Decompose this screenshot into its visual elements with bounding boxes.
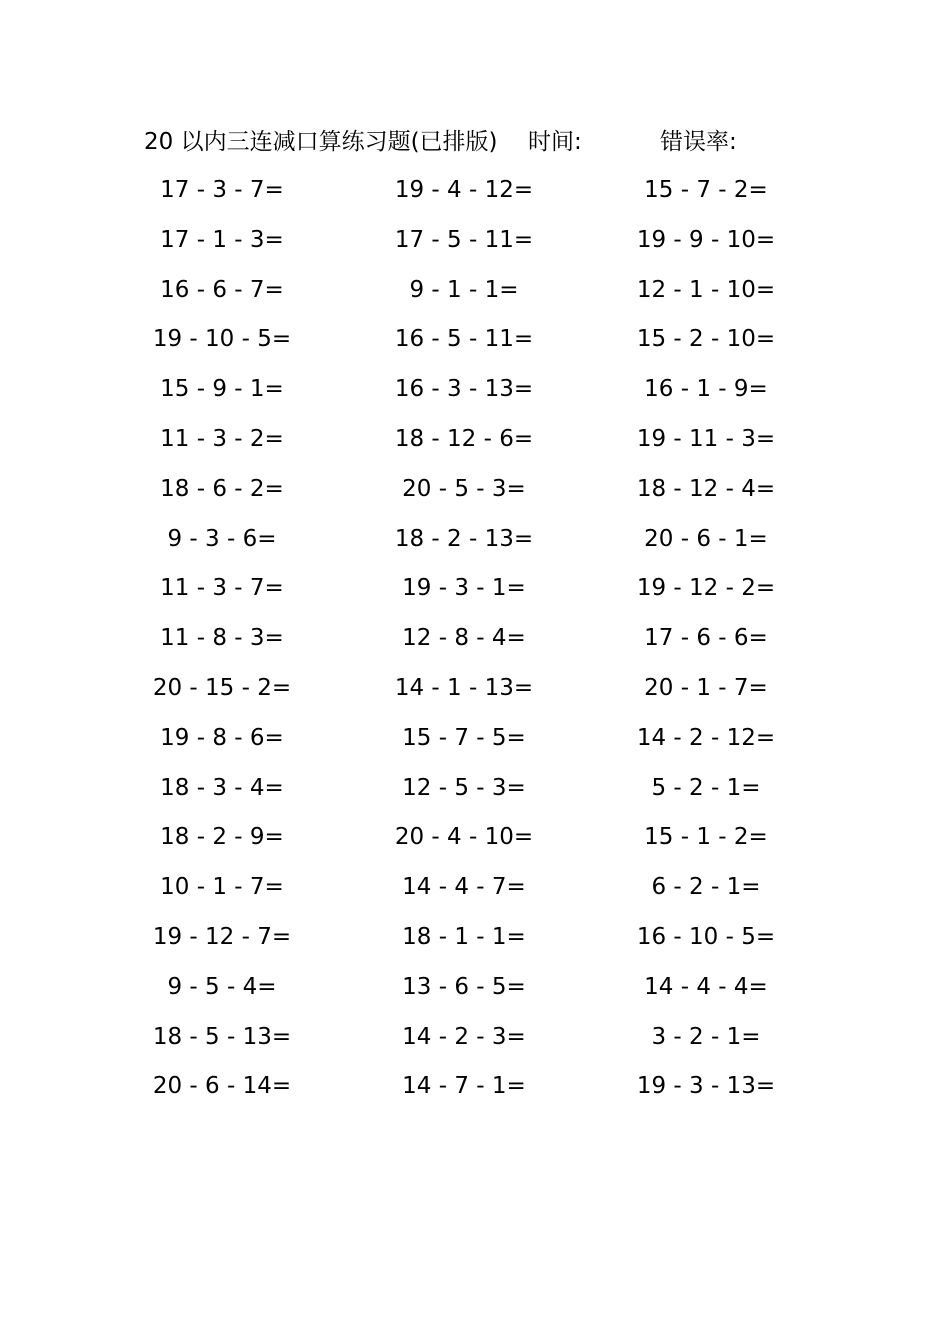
problem-item: 15 - 1 - 2= (644, 824, 768, 851)
problem-item: 17 - 3 - 7= (160, 177, 284, 203)
problem-row (0, 670, 950, 720)
problem-item: 14 - 7 - 1= (402, 1073, 526, 1100)
problem-row (0, 371, 950, 421)
problem-item: 19 - 10 - 5= (152, 326, 292, 353)
problem-item: 11 - 8 - 3= (160, 625, 284, 652)
problem-item: 18 - 3 - 4= (160, 774, 284, 801)
problem-row (0, 620, 950, 670)
problem-item: 18 - 12 - 4= (636, 475, 776, 502)
problem-row (0, 471, 950, 521)
problem-item: 17 - 5 - 11= (394, 226, 534, 253)
problem-row (0, 869, 950, 919)
problem-item: 19 - 12 - 7= (152, 923, 292, 950)
problem-row (0, 421, 950, 471)
problem-item: 19 - 12 - 2= (636, 575, 776, 602)
problem-item: 15 - 7 - 5= (402, 724, 526, 751)
problem-item: 19 - 9 - 10= (636, 226, 776, 253)
problem-item: 13 - 6 - 5= (402, 973, 526, 1000)
problem-item: 11 - 3 - 7= (160, 575, 284, 602)
problem-row (0, 570, 950, 620)
problem-item: 12 - 8 - 4= (402, 625, 526, 652)
problem-item: 11 - 3 - 2= (160, 425, 284, 452)
problem-item: 16 - 3 - 13= (394, 376, 534, 403)
time-label: 时间: (528, 129, 582, 155)
problem-grid (0, 172, 950, 1118)
problem-item: 16 - 10 - 5= (636, 923, 776, 950)
problem-item: 20 - 6 - 1= (644, 525, 768, 552)
problem-row (0, 770, 950, 820)
problem-row (0, 1019, 950, 1069)
problem-item: 6 - 2 - 1= (651, 874, 761, 901)
problem-item: 14 - 1 - 13= (394, 674, 534, 701)
problem-item: 16 - 5 - 11= (394, 326, 534, 353)
problem-item: 18 - 2 - 13= (394, 525, 534, 552)
problem-item: 9 - 3 - 6= (167, 525, 277, 552)
problem-row (0, 819, 950, 869)
problem-item: 16 - 1 - 9= (644, 376, 768, 403)
problem-item: 18 - 5 - 13= (152, 1023, 292, 1050)
problem-item: 18 - 12 - 6= (394, 425, 534, 452)
error-rate-label: 错误率: (660, 129, 737, 155)
problem-item: 17 - 1 - 3= (160, 226, 284, 253)
problem-item: 19 - 3 - 1= (402, 575, 526, 602)
problem-row (0, 1068, 950, 1118)
problem-item: 15 - 9 - 1= (160, 376, 284, 403)
worksheet-title: 20 以内三连减口算练习题(已排版) (144, 129, 498, 155)
problem-item: 20 - 6 - 14= (152, 1073, 292, 1100)
problem-item: 19 - 4 - 12= (394, 177, 534, 203)
problem-item: 12 - 5 - 3= (402, 774, 526, 801)
problem-item: 18 - 6 - 2= (160, 475, 284, 502)
problem-row (0, 321, 950, 371)
problem-row (0, 172, 950, 222)
problem-item: 15 - 7 - 2= (644, 177, 768, 203)
problem-item: 19 - 11 - 3= (636, 425, 776, 452)
problem-item: 19 - 8 - 6= (160, 724, 284, 751)
problem-item: 19 - 3 - 13= (636, 1073, 776, 1100)
problem-item: 17 - 6 - 6= (644, 625, 768, 652)
problem-item: 20 - 4 - 10= (394, 824, 534, 851)
problem-row (0, 919, 950, 969)
problem-item: 18 - 2 - 9= (160, 824, 284, 851)
problem-row (0, 521, 950, 571)
problem-item: 10 - 1 - 7= (160, 874, 284, 901)
problem-row (0, 222, 950, 272)
problem-item: 14 - 2 - 3= (402, 1023, 526, 1050)
problem-item: 14 - 4 - 7= (402, 874, 526, 901)
problem-item: 20 - 15 - 2= (152, 674, 292, 701)
worksheet-header (0, 124, 950, 160)
problem-item: 9 - 5 - 4= (167, 973, 277, 1000)
problem-row (0, 720, 950, 770)
problem-row (0, 969, 950, 1019)
problem-item: 14 - 4 - 4= (644, 973, 768, 1000)
problem-item: 14 - 2 - 12= (636, 724, 776, 751)
problem-item: 5 - 2 - 1= (651, 774, 761, 801)
problem-item: 16 - 6 - 7= (160, 276, 284, 303)
problem-item: 20 - 1 - 7= (644, 674, 768, 701)
problem-item: 3 - 2 - 1= (651, 1023, 761, 1050)
problem-item: 9 - 1 - 1= (409, 276, 519, 303)
problem-row (0, 272, 950, 322)
problem-item: 20 - 5 - 3= (402, 475, 526, 502)
problem-item: 18 - 1 - 1= (402, 923, 526, 950)
problem-item: 12 - 1 - 10= (636, 276, 776, 303)
problem-item: 15 - 2 - 10= (636, 326, 776, 353)
